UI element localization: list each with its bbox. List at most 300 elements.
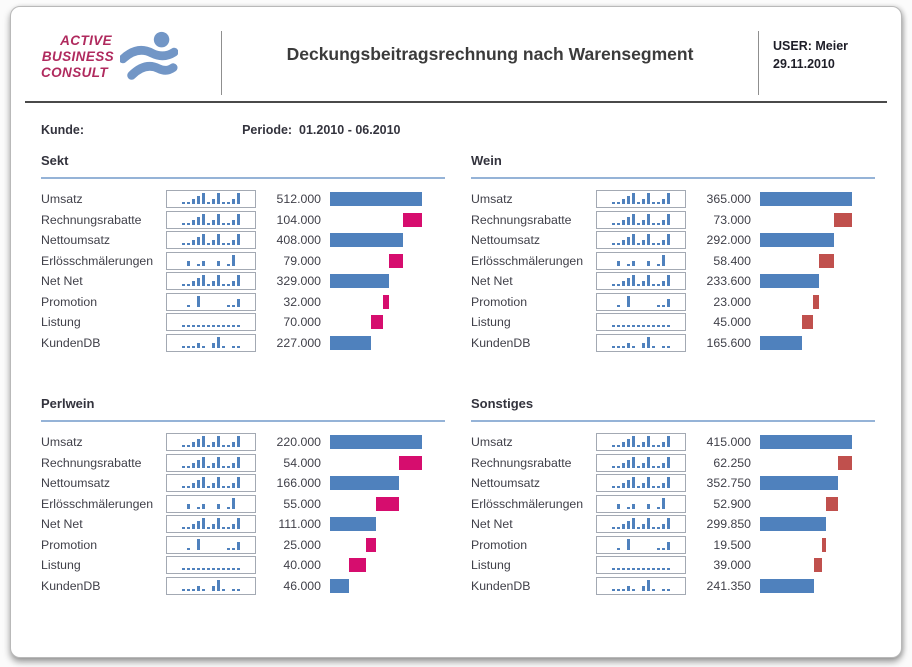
row-value: 55.000 — [283, 496, 321, 511]
logo-line-3: CONSULT — [41, 64, 109, 80]
sparkline-bar — [217, 275, 220, 286]
row-label: KundenDB — [41, 335, 101, 350]
segment-panel-sekt — [41, 153, 445, 352]
kpi-row-wein-4 — [471, 252, 875, 271]
sparkline-bar — [627, 343, 630, 348]
sparkline-bar — [617, 346, 620, 348]
sparkline-bar — [667, 275, 670, 286]
bar-track — [330, 213, 445, 227]
sparkline-bar — [227, 548, 230, 550]
sparkline-bar — [617, 548, 620, 550]
sparkline-bar — [647, 214, 650, 225]
waterfall-bar — [330, 233, 403, 247]
sparkline-bar — [662, 255, 665, 266]
waterfall-bar — [376, 497, 399, 511]
sparkline-bar — [627, 278, 630, 286]
row-label: Net Net — [471, 274, 513, 289]
sparkline-bar — [667, 325, 670, 327]
bar-track — [760, 435, 875, 449]
row-label: Erlösschmälerungen — [471, 253, 584, 268]
sparkline-bar — [642, 325, 645, 327]
sparkline-bar — [197, 237, 200, 245]
row-value: 352.750 — [706, 476, 751, 491]
row-label: Nettoumsatz — [41, 476, 111, 491]
sparkline-bar — [192, 220, 195, 225]
sparkline-bar — [212, 586, 215, 591]
sparkline-bar — [652, 223, 655, 225]
kpi-row-perlwein-4 — [41, 495, 445, 514]
sparkline-chart — [596, 313, 686, 331]
row-value: 111.000 — [278, 517, 321, 532]
sparkline-bar — [182, 466, 185, 468]
row-label: Nettoumsatz — [41, 233, 111, 248]
sparkline-bar — [657, 548, 660, 550]
waterfall-bar — [330, 274, 389, 288]
sparkline-bar — [652, 568, 655, 570]
segment-title-perlwein: Perlwein — [41, 396, 95, 411]
sparkline-bar — [182, 284, 185, 286]
row-value: 32.000 — [283, 294, 321, 309]
sparkline-bar — [667, 436, 670, 447]
bar-track — [760, 497, 875, 511]
sparkline-bar — [657, 325, 660, 327]
kpi-row-sonstiges-8 — [471, 577, 875, 596]
sparkline-bar — [197, 278, 200, 286]
sparkline-bar — [197, 460, 200, 468]
row-label: Umsatz — [41, 435, 83, 450]
bar-track — [330, 315, 445, 329]
waterfall-bar — [760, 517, 826, 531]
sparkline-bar — [647, 477, 650, 488]
sparkline-bar — [627, 521, 630, 529]
company-logo — [25, 17, 221, 97]
segment-panel-sonstiges — [471, 396, 875, 595]
sparkline-bar — [237, 589, 240, 591]
sparkline-bar — [652, 589, 655, 591]
sparkline-bar — [612, 346, 615, 348]
sparkline-bar — [212, 483, 215, 488]
sparkline-bar — [632, 234, 635, 245]
waterfall-bar — [399, 456, 422, 470]
sparkline-chart — [596, 577, 686, 595]
row-label: KundenDB — [471, 335, 531, 350]
sparkline-bar — [192, 524, 195, 529]
sparkline-bar — [627, 217, 630, 225]
kpi-row-sonstiges-4 — [471, 495, 875, 514]
row-label: Promotion — [471, 294, 528, 309]
row-label: Promotion — [471, 537, 528, 552]
bar-track — [760, 538, 875, 552]
row-label: Listung — [41, 558, 81, 573]
sparkline-bar — [637, 284, 640, 286]
sparkline-bar — [652, 445, 655, 447]
sparkline-bar — [627, 480, 630, 488]
sparkline-bar — [662, 548, 665, 550]
sparkline-bar — [617, 568, 620, 570]
sparkline-bar — [652, 243, 655, 245]
sparkline-bar — [657, 223, 660, 225]
sparkline-bar — [227, 486, 230, 488]
waterfall-bar — [403, 213, 422, 227]
bar-track — [330, 336, 445, 350]
report-page — [10, 6, 902, 658]
sparkline-bar — [632, 504, 635, 509]
sparkline-bar — [622, 281, 625, 286]
sparkline-bar — [232, 442, 235, 447]
segment-title-rule — [471, 420, 875, 422]
sparkline-bar — [652, 346, 655, 348]
kpi-row-sekt-2 — [41, 211, 445, 230]
row-value: 329.000 — [276, 274, 321, 289]
sparkline-bar — [657, 466, 660, 468]
sparkline-bar — [192, 463, 195, 468]
sparkline-bar — [207, 568, 210, 570]
sparkline-bar — [237, 436, 240, 447]
sparkline-bar — [232, 281, 235, 286]
bar-track — [330, 497, 445, 511]
sparkline-bar — [192, 240, 195, 245]
sparkline-bar — [217, 457, 220, 468]
sparkline-bar — [642, 586, 645, 591]
sparkline-bar — [187, 346, 190, 348]
row-value: 54.000 — [283, 455, 321, 470]
sparkline-bar — [232, 483, 235, 488]
sparkline-bar — [237, 193, 240, 204]
sparkline-chart — [596, 454, 686, 472]
sparkline-bar — [222, 589, 225, 591]
sparkline-bar — [622, 589, 625, 591]
sparkline-bar — [182, 346, 185, 348]
row-label: Net Net — [41, 274, 83, 289]
sparkline-bar — [187, 504, 190, 509]
sparkline-bar — [642, 281, 645, 286]
sparkline-bar — [197, 296, 200, 307]
sparkline-bar — [217, 214, 220, 225]
sparkline-bar — [637, 527, 640, 529]
sparkline-chart — [596, 433, 686, 451]
sparkline-bar — [227, 284, 230, 286]
logo-line-2: BUSINESS — [41, 49, 115, 65]
sparkline-bar — [182, 445, 185, 447]
sparkline-bar — [617, 527, 620, 529]
sparkline-bar — [232, 498, 235, 509]
sparkline-bar — [237, 299, 240, 307]
waterfall-bar — [349, 558, 366, 572]
row-value: 166.000 — [276, 476, 321, 491]
sparkline-bar — [632, 436, 635, 447]
sparkline-bar — [622, 346, 625, 348]
sparkline-bar — [182, 325, 185, 327]
row-value: 70.000 — [283, 315, 321, 330]
waterfall-bar — [330, 435, 422, 449]
sparkline-bar — [222, 223, 225, 225]
sparkline-bar — [632, 346, 635, 348]
sparkline-bar — [612, 466, 615, 468]
sparkline-chart — [596, 272, 686, 290]
sparkline-bar — [222, 346, 225, 348]
sparkline-bar — [192, 325, 195, 327]
sparkline-bar — [662, 463, 665, 468]
segment-rows — [41, 433, 445, 595]
sparkline-bar — [212, 281, 215, 286]
kpi-row-sonstiges-7 — [471, 556, 875, 575]
sparkline-chart — [596, 536, 686, 554]
sparkline-bar — [622, 463, 625, 468]
sparkline-bar — [182, 202, 185, 204]
sparkline-bar — [662, 498, 665, 509]
user-info-block — [759, 17, 887, 97]
sparkline-bar — [237, 518, 240, 529]
sparkline-bar — [662, 305, 665, 307]
sparkline-bar — [617, 445, 620, 447]
sparkline-bar — [627, 264, 630, 266]
waterfall-bar — [760, 336, 802, 350]
sparkline-bar — [182, 568, 185, 570]
waterfall-bar — [760, 233, 834, 247]
kpi-row-wein-5 — [471, 272, 875, 291]
sparkline-bar — [617, 261, 620, 266]
kpi-row-perlwein-3 — [41, 474, 445, 493]
sparkline-bar — [217, 325, 220, 327]
row-value: 220.000 — [276, 435, 321, 450]
sparkline-bar — [197, 325, 200, 327]
kpi-row-sekt-3 — [41, 231, 445, 250]
sparkline-bar — [207, 466, 210, 468]
sparkline-bar — [182, 223, 185, 225]
sparkline-bar — [642, 483, 645, 488]
kpi-row-perlwein-2 — [41, 454, 445, 473]
sparkline-bar — [222, 243, 225, 245]
row-label: Listung — [471, 558, 511, 573]
sparkline-bar — [637, 466, 640, 468]
sparkline-bar — [667, 299, 670, 307]
row-value: 52.900 — [713, 496, 751, 511]
kpi-row-wein-3 — [471, 231, 875, 250]
sparkline-bar — [227, 223, 230, 225]
sparkline-bar — [227, 305, 230, 307]
sparkline-bar — [657, 486, 660, 488]
sparkline-bar — [202, 589, 205, 591]
sparkline-bar — [622, 240, 625, 245]
kpi-row-perlwein-6 — [41, 536, 445, 555]
sparkline-bar — [212, 240, 215, 245]
sparkline-bar — [652, 325, 655, 327]
sparkline-bar — [202, 457, 205, 468]
sparkline-bar — [232, 568, 235, 570]
sparkline-bar — [207, 284, 210, 286]
kpi-row-perlwein-8 — [41, 577, 445, 596]
sparkline-bar — [237, 275, 240, 286]
kpi-row-sonstiges-5 — [471, 515, 875, 534]
sparkline-bar — [647, 234, 650, 245]
sparkline-bar — [232, 325, 235, 327]
sparkline-bar — [207, 445, 210, 447]
waterfall-bar — [826, 497, 838, 511]
periode-field — [242, 123, 400, 137]
row-label: Rechnungsrabatte — [471, 212, 572, 227]
sparkline-bar — [237, 346, 240, 348]
sparkline-chart — [596, 556, 686, 574]
sparkline-bar — [192, 281, 195, 286]
sparkline-bar — [222, 445, 225, 447]
sparkline-bar — [632, 325, 635, 327]
sparkline-bar — [622, 524, 625, 529]
sparkline-chart — [166, 272, 256, 290]
row-label: Rechnungsrabatte — [41, 212, 142, 227]
sparkline-bar — [622, 442, 625, 447]
sparkline-bar — [632, 275, 635, 286]
sparkline-bar — [617, 486, 620, 488]
sparkline-chart — [166, 495, 256, 513]
sparkline-chart — [166, 252, 256, 270]
sparkline-bar — [657, 507, 660, 509]
row-value: 40.000 — [283, 558, 321, 573]
sparkline-bar — [232, 463, 235, 468]
row-value: 104.000 — [276, 212, 321, 227]
sparkline-bar — [622, 568, 625, 570]
sparkline-bar — [232, 589, 235, 591]
kpi-row-sonstiges-2 — [471, 454, 875, 473]
waterfall-bar — [838, 456, 852, 470]
sparkline-bar — [637, 568, 640, 570]
row-label: Net Net — [471, 517, 513, 532]
sparkline-bar — [207, 527, 210, 529]
kpi-row-wein-7 — [471, 313, 875, 332]
sparkline-bar — [197, 586, 200, 591]
sparkline-bar — [632, 589, 635, 591]
sparkline-bar — [237, 325, 240, 327]
sparkline-chart — [596, 231, 686, 249]
sparkline-bar — [222, 466, 225, 468]
sparkline-bar — [187, 305, 190, 307]
sparkline-bar — [632, 518, 635, 529]
row-value: 165.600 — [706, 335, 751, 350]
waterfall-bar — [371, 315, 384, 329]
sparkline-bar — [662, 524, 665, 529]
sparkline-bar — [632, 568, 635, 570]
sparkline-bar — [647, 436, 650, 447]
sparkline-bar — [197, 439, 200, 447]
sparkline-chart — [596, 474, 686, 492]
sparkline-bar — [217, 518, 220, 529]
row-label: Erlösschmälerungen — [41, 253, 154, 268]
sparkline-bar — [197, 539, 200, 550]
sparkline-bar — [632, 477, 635, 488]
kpi-row-sekt-8 — [41, 334, 445, 353]
sparkline-bar — [632, 457, 635, 468]
bar-track — [760, 274, 875, 288]
sparkline-bar — [217, 337, 220, 348]
sparkline-bar — [222, 568, 225, 570]
sparkline-bar — [212, 442, 215, 447]
sparkline-bar — [642, 220, 645, 225]
sparkline-bar — [652, 486, 655, 488]
filter-row — [25, 103, 887, 137]
sparkline-chart — [166, 293, 256, 311]
sparkline-bar — [657, 305, 660, 307]
waterfall-bar — [366, 538, 376, 552]
sparkline-bar — [657, 284, 660, 286]
sparkline-bar — [212, 199, 215, 204]
row-value: 292.000 — [706, 233, 751, 248]
sparkline-bar — [637, 486, 640, 488]
sparkline-bar — [647, 580, 650, 591]
kpi-row-wein-1 — [471, 190, 875, 209]
bar-track — [330, 579, 445, 593]
sparkline-bar — [642, 240, 645, 245]
segment-title-rule — [41, 177, 445, 179]
row-label: Net Net — [41, 517, 83, 532]
sparkline-bar — [217, 234, 220, 245]
periode-label: Periode: — [242, 123, 293, 137]
sparkline-bar — [662, 589, 665, 591]
row-value: 45.000 — [713, 315, 751, 330]
sparkline-bar — [657, 445, 660, 447]
sparkline-chart — [596, 495, 686, 513]
kpi-row-sekt-4 — [41, 252, 445, 271]
sparkline-bar — [667, 346, 670, 348]
sparkline-bar — [227, 466, 230, 468]
bar-track — [330, 517, 445, 531]
sparkline-bar — [647, 275, 650, 286]
sparkline-bar — [667, 457, 670, 468]
company-logo-text — [41, 33, 114, 81]
sparkline-bar — [652, 527, 655, 529]
sparkline-bar — [667, 193, 670, 204]
sparkline-bar — [642, 199, 645, 204]
sparkline-bar — [217, 580, 220, 591]
bar-track — [330, 295, 445, 309]
sparkline-chart — [166, 433, 256, 451]
sparkline-bar — [187, 261, 190, 266]
sparkline-bar — [612, 527, 615, 529]
sparkline-bar — [187, 243, 190, 245]
sparkline-bar — [227, 325, 230, 327]
sparkline-bar — [197, 507, 200, 509]
sparkline-bar — [237, 542, 240, 550]
sparkline-bar — [632, 193, 635, 204]
bar-track — [760, 295, 875, 309]
sparkline-bar — [662, 220, 665, 225]
bar-track — [760, 336, 875, 350]
waterfall-bar — [814, 558, 823, 572]
sparkline-bar — [627, 539, 630, 550]
sparkline-bar — [617, 202, 620, 204]
sparkline-bar — [647, 337, 650, 348]
kpi-row-wein-6 — [471, 293, 875, 312]
sparkline-bar — [612, 589, 615, 591]
row-label: Umsatz — [471, 192, 513, 207]
sparkline-bar — [232, 524, 235, 529]
sparkline-bar — [622, 325, 625, 327]
waterfall-bar — [813, 295, 819, 309]
sparkline-bar — [222, 486, 225, 488]
sparkline-bar — [612, 486, 615, 488]
waterfall-bar — [760, 476, 838, 490]
row-value: 227.000 — [276, 335, 321, 350]
sparkline-bar — [652, 202, 655, 204]
sparkline-chart — [596, 334, 686, 352]
sparkline-bar — [642, 524, 645, 529]
row-label: Listung — [41, 315, 81, 330]
sparkline-bar — [187, 284, 190, 286]
sparkline-bar — [632, 214, 635, 225]
segment-rows — [471, 190, 875, 352]
sparkline-bar — [192, 483, 195, 488]
sparkline-bar — [612, 568, 615, 570]
waterfall-bar — [330, 336, 371, 350]
sparkline-bar — [197, 264, 200, 266]
